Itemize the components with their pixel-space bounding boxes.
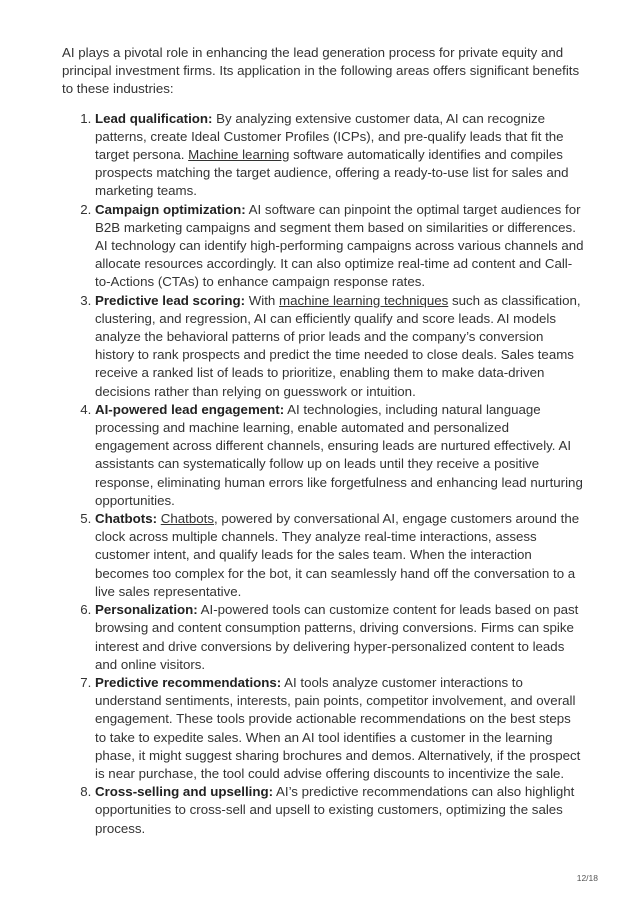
item-text: AI’s predictive recommendations can also highlight opportunities to cross-sell and upsell to existing customers, optimizing the sales process. <box>95 784 575 836</box>
item-text: AI tools analyze customer interactions to understand sentiments, interests, pain points, competitor involvement, and overall engagement. These tools provide actionable recommendations on the best steps to take to expedite sales. When an AI tool identifies a customer in the learning phase, it might suggest sharing brochures and demos. Alternatively, if the prospect is near purchase, the tool could advise offering discounts to incentivize the sale. <box>95 674 581 781</box>
item-title: Cross-selling and upselling: <box>95 784 274 800</box>
document-page <box>62 44 584 838</box>
item-title: Personalization: <box>95 602 198 618</box>
item-text: AI-powered tools can customize content for leads based on past browsing and content consumption patterns, driving conversions. Firms can spike interest and drive conversions by delivering hyper-personalized content to leads and online visitors. <box>95 602 579 672</box>
item-title: Predictive lead scoring: <box>95 292 246 308</box>
item-text: AI software can pinpoint the optimal target audiences for B2B marketing campaigns and segment them based on similarities or differences. AI technology can identify high-performing campaigns across various channels and allocate resources accordingly. It can also optimize real-time ad content and Call-to-Actions (CTAs) to enhance campaign response rates. <box>95 201 584 290</box>
chatbots-link[interactable]: Chatbots <box>160 511 214 527</box>
list-item <box>95 401 584 510</box>
item-text: such as classification, clustering, and regression, AI can efficiently qualify and score leads. AI models analyze the behavioral patterns of prior leads and the company’s conversion history to rank prospects and predict the time needed to close deals. Sales teams receive a ranked list of leads to prioritize, enabling them to make data-driven decisions rather than relying on guesswork or intuition. <box>95 292 581 399</box>
benefits-list <box>62 110 584 838</box>
list-item <box>95 201 584 292</box>
item-title: Predictive recommendations: <box>95 674 282 690</box>
list-item <box>95 510 584 601</box>
item-text: software automatically identifies and compiles prospects matching the target audience, offering a ready-to-use list for sales and marketing teams. <box>95 147 569 199</box>
item-text: AI technologies, including natural language processing and machine learning, enable automated and personalized engagement across different channels, ensuring leads are nurtured effectively. AI assistants can systematically follow up on leads until they receive a positive response, eliminating human errors like forgetfulness and enhancing lead nurturing opportunities. <box>95 401 583 508</box>
item-text: With <box>245 292 279 308</box>
list-item <box>95 292 584 401</box>
list-item <box>95 783 584 838</box>
page-number: 12/18 <box>576 873 598 883</box>
list-item <box>95 674 584 783</box>
list-item <box>95 110 584 201</box>
item-title: AI-powered lead engagement: <box>95 401 285 417</box>
item-title: Lead qualification: <box>95 110 213 126</box>
item-title: Chatbots: <box>95 511 158 527</box>
list-item <box>95 601 584 674</box>
machine-learning-link[interactable]: Machine learning <box>188 147 290 163</box>
item-text: , powered by conversational AI, engage customers around the clock across multiple channels. They analyze real-time interactions, assess customer intent, and qualify leads for the sales team. When the interaction becomes too complex for the bot, it can seamlessly hand off the conversation to a live sales representative. <box>95 511 580 599</box>
machine-learning-techniques-link[interactable]: machine learning techniques <box>279 292 449 308</box>
item-text: By analyzing extensive customer data, AI can recognize patterns, create Ideal Customer Profiles (ICPs), and pre-qualify leads that fit the target persona. <box>95 110 564 163</box>
item-title: Campaign optimization: <box>95 201 246 217</box>
intro-paragraph: AI plays a pivotal role in enhancing the lead generation process for private equity and principal investment firms. Its application in the following areas offers significant benefits to these industries: <box>62 45 580 97</box>
